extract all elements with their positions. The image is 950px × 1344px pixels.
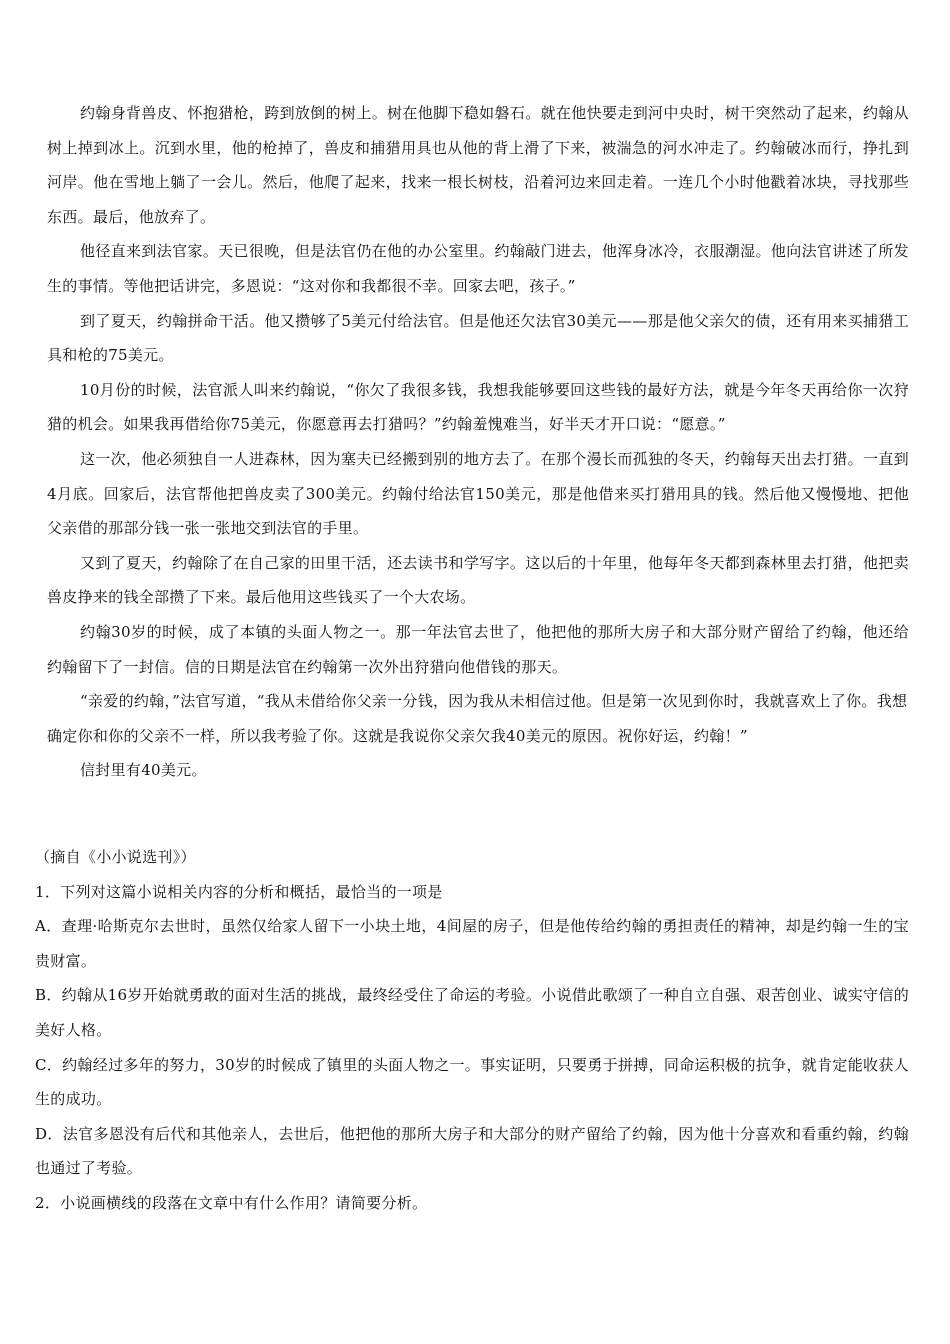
question-1-option-b: B．约翰从16岁开始就勇敢的面对生活的挑战，最终经受住了命运的考验。小说借此歌颂了一种自立自强、艰苦创业、诚实守信的美好人格。 [35, 986, 909, 1039]
source-citation: （摘自《小小说选刊》） [35, 848, 196, 866]
question-1-option-a: A．查理·哈斯克尔去世时，虽然仅给家人留下一小块土地，4间屋的房子，但是他传给约翰的勇担责任的精神，却是约翰一生的宝贵财富。 [35, 917, 909, 970]
story-paragraph-1: 约翰身背兽皮、怀抱猎枪，跨到放倒的树上。树在他脚下稳如磐石。就在他快要走到河中央时，树干突然动了起来，约翰从树上掉到冰上。沉到水里，他的枪掉了，兽皮和捕猎用具也从他的背上滑了下来，被湍急的河水冲走了。约翰破冰而行，挣扎到河岸。他在雪地上躺了一会儿。然后，他爬了起来，找来一根长树枝，沿着河边来回走着。一连几个小时他戳着冰块，寻找那些东西。最后，他放弃了。 [47, 104, 909, 226]
story-paragraph-8: “亲爱的约翰，”法官写道，“我从未借给你父亲一分钱，因为我从未相信过他。但是第一次见到你时，我就喜欢上了你。我想确定你和你的父亲不一样，所以我考验了你。这就是我说你父亲欠我40美元的原因。祝你好运，约翰！” [47, 692, 908, 745]
story-paragraph-7: 约翰30岁的时候，成了本镇的头面人物之一。那一年法官去世了，他把他的那所大房子和大部分财产留给了约翰，他还给约翰留下了一封信。信的日期是法官在约翰第一次外出狩猎向他借钱的那天。 [47, 622, 909, 676]
story-paragraph-2: 他径直来到法官家。天已很晚，但是法官仍在他的办公室里。约翰敲门进去，他浑身冰冷，衣服潮湿。他向法官讲述了所发生的事情。等他把话讲完，多恩说：“这对你和我都很不幸。回家去吧，孩子。” [47, 242, 909, 295]
question-1-option-d: D．法官多恩没有后代和其他亲人，去世后，他把他的那所大房子和大部分的财产留给了约翰，因为他十分喜欢和看重约翰，约翰也通过了考验。 [35, 1124, 909, 1178]
story-paragraph-3: 到了夏天，约翰拼命干活。他又攒够了5美元付给法官。但是他还欠法官30美元——那是他父亲欠的债，还有用来买捕猎工具和枪的75美元。 [47, 311, 909, 365]
story-paragraph-9: 信封里有40美元。 [80, 761, 207, 780]
question-2-stem: 2．小说画横线的段落在文章中有什么作用？请简要分析。 [35, 1193, 428, 1212]
question-1-stem: 1．下列对这篇小说相关内容的分析和概括，最恰当的一项是 [35, 882, 443, 901]
story-paragraph-5: 这一次，他必须独自一人进森林，因为塞夫已经搬到别的地方去了。在那个漫长而孤独的冬天，约翰每天出去打猎。一直到4月底。回家后，法官帮他把兽皮卖了300美元。约翰付给法官150美元，那是他借来买打猎用具的钱。然后他又慢慢地、把他父亲借的那部分钱一张一张地交到法官的手里。 [47, 449, 909, 538]
story-paragraph-6: 又到了夏天，约翰除了在自己家的田里干活，还去读书和学写字。这以后的十年里，他每年冬天都到森林里去打猎，他把卖兽皮挣来的钱全部攒了下来。最后他用这些钱买了一个大农场。 [47, 553, 909, 607]
story-paragraph-4: 10月份的时候，法官派人叫来约翰说，“你欠了我很多钱，我想我能够要回这些钱的最好方法，就是今年冬天再给你一次狩猎的机会。如果我再借给你75美元，你愿意再去打猎吗？”约翰羞愧难当，好半天才开口说：“愿意。” [47, 380, 909, 434]
question-1-option-c: C．约翰经过多年的努力，30岁的时候成了镇里的头面人物之一。事实证明，只要勇于拼搏，同命运积极的抗争，就肯定能收获人生的成功。 [35, 1055, 909, 1109]
questions-section [35, 840, 909, 1221]
story-text [47, 96, 909, 788]
